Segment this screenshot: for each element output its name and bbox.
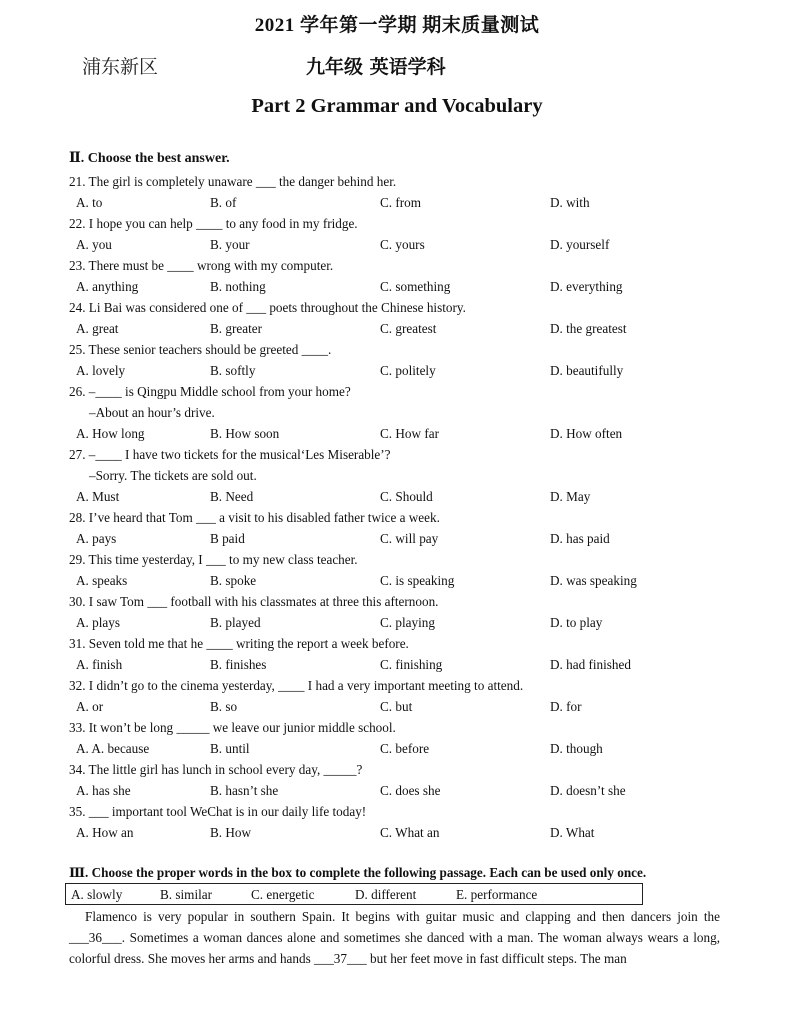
option-b: B. spoke <box>210 573 257 588</box>
option-c: C. greatest <box>380 321 437 336</box>
question-stem: 34. The little girl has lunch in school every day, _____? <box>69 762 363 777</box>
answer-options <box>69 318 769 339</box>
option-a: A. has she <box>76 783 131 798</box>
option-c: C. What an <box>380 825 440 840</box>
option-b: B. greater <box>210 321 262 336</box>
option-c: C. does she <box>380 783 441 798</box>
answer-options <box>69 570 769 591</box>
word-option: B. similar <box>160 887 213 902</box>
option-b: B. so <box>210 699 238 714</box>
question-stem: 29. This time yesterday, I ___ to my new class teacher. <box>69 552 358 567</box>
option-c: C. finishing <box>380 657 443 672</box>
option-b: B. of <box>210 195 237 210</box>
question-stem: 28. I’ve heard that Tom ___ a visit to his disabled father twice a week. <box>69 510 440 525</box>
question-stem: 33. It won’t be long _____ we leave our junior middle school. <box>69 720 396 735</box>
option-c: C. before <box>380 741 430 756</box>
option-d: D. yourself <box>550 237 610 252</box>
option-d: D. has paid <box>550 531 610 546</box>
option-c: C. How far <box>380 426 439 441</box>
question-stem: 26. –____ is Qingpu Middle school from your home? <box>69 384 351 399</box>
option-d: D. doesn’t she <box>550 783 626 798</box>
section-3-heading: Ⅲ. Choose the proper words in the box to complete the following passage. Each can be used only once. <box>69 865 647 880</box>
option-d: D. had finished <box>550 657 631 672</box>
option-c: C. is speaking <box>380 573 455 588</box>
question-stem: 31. Seven told me that he ____ writing the report a week before. <box>69 636 409 651</box>
option-b: B. played <box>210 615 261 630</box>
option-d: D. to play <box>550 615 603 630</box>
question-stem: 27. –____ I have two tickets for the musical‘Les Miserable’? <box>69 447 391 462</box>
option-a: A. lovely <box>76 363 126 378</box>
answer-options <box>69 780 769 801</box>
answer-options <box>69 192 769 213</box>
option-c: C. yours <box>380 237 425 252</box>
option-b: B. softly <box>210 363 256 378</box>
option-d: D. the greatest <box>550 321 627 336</box>
option-a: A. pays <box>76 531 117 546</box>
option-d: D. May <box>550 489 591 504</box>
answer-options <box>69 612 769 633</box>
option-a: A. A. because <box>76 741 150 756</box>
option-a: A. anything <box>76 279 139 294</box>
option-b: B. nothing <box>210 279 266 294</box>
option-c: C. playing <box>380 615 435 630</box>
answer-options <box>69 276 769 297</box>
option-d: D. for <box>550 699 582 714</box>
option-b: B. until <box>210 741 250 756</box>
answer-options <box>69 234 769 255</box>
reading-passage: Flamenco is very popular in southern Spain. It begins with guitar music and clapping and then dancers join the ___36___. Sometimes a woman dances alone and sometimes she danced with a man. The woman always wears a long, colorful dress. She moves her arms and hands ___37___ but her feet move in fast difficult steps. The man <box>69 909 720 966</box>
question-stem: 32. I didn’t go to the cinema yesterday, ____ I had a very important meeting to attend. <box>69 678 524 693</box>
grade-subject: 九年级 英语学科 <box>306 56 446 78</box>
word-option: D. different <box>355 887 417 902</box>
question-stem: 21. The girl is completely unaware ___ the danger behind her. <box>69 174 397 189</box>
question-stem: 30. I saw Tom ___ football with his classmates at three this afternoon. <box>69 594 439 609</box>
option-d: D. How often <box>550 426 623 441</box>
option-d: D. beautifully <box>550 363 624 378</box>
option-d: D. with <box>550 195 590 210</box>
option-a: A. speaks <box>76 573 128 588</box>
answer-options <box>69 423 769 444</box>
option-a: A. How long <box>76 426 145 441</box>
answer-options <box>69 360 769 381</box>
option-a: A. Must <box>76 489 120 504</box>
option-a: A. to <box>76 195 103 210</box>
option-c: C. something <box>380 279 451 294</box>
option-b: B paid <box>210 531 245 546</box>
option-b: B. How <box>210 825 252 840</box>
word-option: C. energetic <box>251 887 315 902</box>
question-list <box>69 171 769 843</box>
question-stem: 35. ___ important tool WeChat is in our daily life today! <box>69 804 367 819</box>
option-a: A. you <box>76 237 112 252</box>
answer-options <box>69 738 769 759</box>
option-c: C. but <box>380 699 413 714</box>
option-a: A. great <box>76 321 119 336</box>
district-label: 浦东新区 <box>82 56 159 78</box>
option-b: B. How soon <box>210 426 280 441</box>
option-d: D. What <box>550 825 595 840</box>
answer-options <box>69 528 769 549</box>
question-stem: 24. Li Bai was considered one of ___ poets throughout the Chinese history. <box>69 300 466 315</box>
part-title: Part 2 Grammar and Vocabulary <box>251 95 543 117</box>
option-d: D. though <box>550 741 603 756</box>
option-a: A. or <box>76 699 104 714</box>
question-reply: –Sorry. The tickets are sold out. <box>89 468 257 483</box>
option-c: C. from <box>380 195 422 210</box>
question-stem: 25. These senior teachers should be greeted ____. <box>69 342 332 357</box>
section-2-heading: Ⅱ. Choose the best answer. <box>69 151 230 166</box>
answer-options <box>69 486 769 507</box>
option-b: B. your <box>210 237 250 252</box>
question-stem: 22. I hope you can help ____ to any food in my fridge. <box>69 216 358 231</box>
option-d: D. was speaking <box>550 573 637 588</box>
option-b: B. Need <box>210 489 254 504</box>
option-c: C. Should <box>380 489 433 504</box>
option-a: A. plays <box>76 615 120 630</box>
word-option: A. slowly <box>71 887 123 902</box>
option-a: A. How an <box>76 825 134 840</box>
option-c: C. politely <box>380 363 436 378</box>
option-b: B. hasn’t she <box>210 783 279 798</box>
answer-options <box>69 654 769 675</box>
answer-options <box>69 822 769 843</box>
option-b: B. finishes <box>210 657 267 672</box>
question-reply: –About an hour’s drive. <box>89 405 215 420</box>
word-option: E. performance <box>456 887 538 902</box>
page-title: 2021 学年第一学期 期末质量测试 <box>254 15 540 36</box>
word-box <box>65 883 643 905</box>
answer-options <box>69 696 769 717</box>
option-d: D. everything <box>550 279 623 294</box>
option-a: A. finish <box>76 657 123 672</box>
option-c: C. will pay <box>380 531 439 546</box>
question-stem: 23. There must be ____ wrong with my computer. <box>69 258 334 273</box>
